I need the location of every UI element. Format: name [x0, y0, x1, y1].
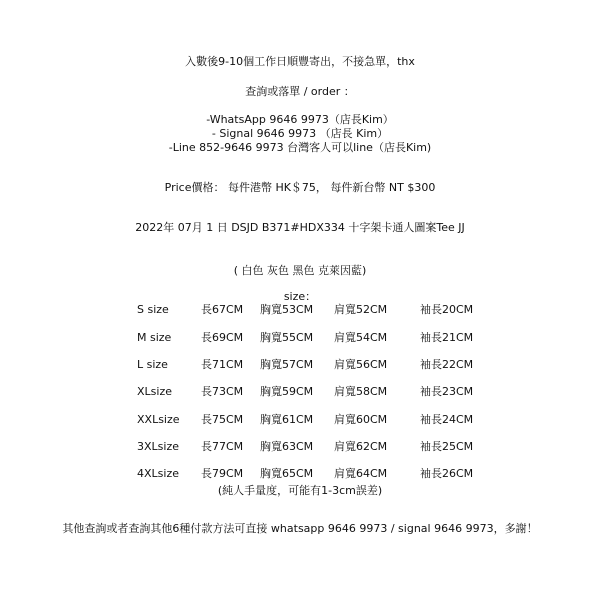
sleeve-cell: 袖長21CM	[420, 331, 474, 344]
contact-signal: - Signal 9646 9973 （店長 Kim）	[211, 127, 389, 140]
size-heading: size：	[283, 290, 317, 303]
length-cell: 長71CM	[201, 358, 244, 371]
shoulder-cell: 肩寬64CM	[334, 467, 388, 480]
chest-cell: 胸寬53CM	[260, 303, 314, 316]
chest-cell: 胸寬61CM	[260, 413, 314, 426]
length-cell: 長79CM	[201, 467, 244, 480]
sleeve-cell: 袖長20CM	[420, 303, 474, 316]
chest-cell: 胸寬65CM	[260, 467, 314, 480]
order-heading: 查詢或落單 / order ：	[245, 85, 355, 98]
chest-cell: 胸寬57CM	[260, 358, 314, 371]
shoulder-cell: 肩寬58CM	[334, 385, 388, 398]
size-label: L size	[137, 358, 168, 371]
size-label: 4XLsize	[137, 467, 179, 480]
footer-contact: 其他查詢或者查詢其他6種付款方法可直接 whatsapp 9646 9973 / signal 9646 9973，多謝！	[62, 522, 538, 535]
chest-cell: 胸寬59CM	[260, 385, 314, 398]
chest-cell: 胸寬55CM	[260, 331, 314, 344]
chest-cell: 胸寬63CM	[260, 440, 314, 453]
shoulder-cell: 肩寬60CM	[334, 413, 388, 426]
contact-whatsapp: -WhatsApp 9646 9973（店長Kim）	[206, 113, 394, 126]
size-label: XXLsize	[137, 413, 180, 426]
shipping-note: 入數後9-10個工作日順豐寄出，不接急單，thx	[185, 55, 415, 68]
product-title: 2022年 07月 1 日 DSJD B371#HDX334 十字架卡通人圖案Tee JJ	[135, 221, 465, 234]
contact-line: -Line 852-9646 9973 台灣客人可以line（店長Kim)	[168, 141, 432, 154]
size-label: XLsize	[137, 385, 172, 398]
size-label: M size	[137, 331, 172, 344]
length-cell: 長69CM	[201, 331, 244, 344]
color-options: ( 白色 灰色 黑色 克萊因藍)	[233, 264, 367, 277]
shoulder-cell: 肩寬62CM	[334, 440, 388, 453]
sleeve-cell: 袖長25CM	[420, 440, 474, 453]
sleeve-cell: 袖長26CM	[420, 467, 474, 480]
size-label: 3XLsize	[137, 440, 179, 453]
length-cell: 長73CM	[201, 385, 244, 398]
size-label: S size	[137, 303, 169, 316]
sleeve-cell: 袖長22CM	[420, 358, 474, 371]
sleeve-cell: 袖長24CM	[420, 413, 474, 426]
length-cell: 長75CM	[201, 413, 244, 426]
shoulder-cell: 肩寬54CM	[334, 331, 388, 344]
price-text: Price價格： 每件港幣 HK＄75， 每件新台幣 NT $300	[164, 181, 436, 194]
measurement-note: (純人手量度，可能有1-3cm誤差)	[217, 484, 383, 497]
length-cell: 長77CM	[201, 440, 244, 453]
sleeve-cell: 袖長23CM	[420, 385, 474, 398]
shoulder-cell: 肩寬52CM	[334, 303, 388, 316]
shoulder-cell: 肩寬56CM	[334, 358, 388, 371]
length-cell: 長67CM	[201, 303, 244, 316]
